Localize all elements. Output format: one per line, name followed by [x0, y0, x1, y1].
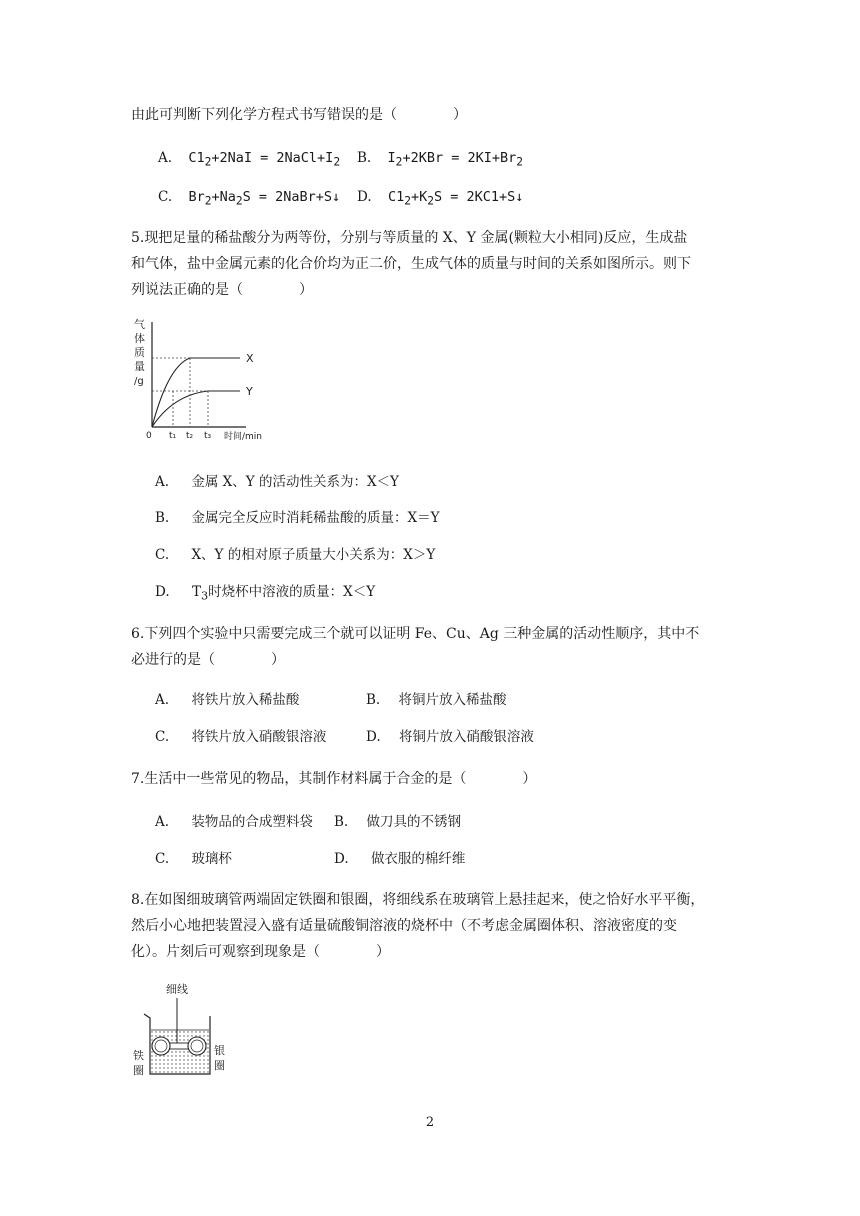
q5-option-b [155, 508, 440, 528]
q6-option-d [366, 727, 534, 747]
option-letter: B. [155, 510, 170, 526]
option-text: $C1_2+K_2S$ = 2KC1+S↓ [387, 189, 524, 208]
q7-option-d [334, 849, 465, 869]
q8-stem-line1: 8.在如图细玻璃管两端固定铁圈和银圈，将细线系在玻璃管上悬挂起来，使之恰好水平平衡， [131, 892, 705, 908]
option-letter: D. [155, 584, 170, 600]
option-letter: C. [158, 189, 173, 205]
q8-stem-line3: 化）。片刻后可观察到现象是（ ） [131, 944, 390, 960]
iron-label-char: 铁 [133, 1049, 144, 1062]
q7-option-b [334, 812, 461, 832]
q4-option-a [158, 148, 340, 173]
q7-stem: 7.生活中一些常见的物品，其制作材料属于合金的是（ ） [131, 771, 537, 787]
option-letter: D. [357, 189, 372, 205]
xlabel: 时间/min [224, 432, 263, 442]
option-text: X、Y 的相对原子质量大小关系为：X＞Y [191, 547, 436, 563]
option-letter: C. [155, 851, 170, 867]
option-text: 将铜片放入稀盐酸 [398, 692, 507, 708]
ylabel-char: 气 [134, 318, 145, 331]
q4-option-d [357, 187, 523, 212]
q5-stem-line2: 和气体，盐中金属元素的化合价均为正二价，生成气体的质量与时间的关系如图所示。则下 [131, 256, 691, 272]
option-text: 做刀具的不锈钢 [366, 814, 462, 830]
option-letter: B. [334, 814, 349, 830]
q4-stem: 由此可判断下列化学方程式书写错误的是（ ） [131, 107, 467, 123]
q5-option-d [155, 582, 375, 607]
iron-label-char: 圈 [133, 1064, 144, 1077]
option-letter: C. [155, 547, 170, 563]
ylabel-char: 量 [134, 360, 145, 373]
silver-label-char: 圈 [214, 1059, 225, 1072]
q7-option-a [155, 812, 313, 832]
q5-option-c [155, 545, 435, 565]
ylabel-char: /g [134, 376, 144, 387]
curve-x [152, 358, 240, 427]
q5-stem-line3: 列说法正确的是（ ） [131, 282, 313, 298]
q6-option-b [366, 690, 507, 710]
ylabel-char: 体 [134, 332, 145, 345]
q6-stem-line1: 6.下列四个实验中只需要完成三个就可以证明 Fe、Cu、Ag 三种金属的活动性顺序，其中不 [131, 626, 700, 642]
beaker-apparatus-diagram [130, 978, 240, 1083]
q6-stem-line2: 必进行的是（ ） [131, 652, 285, 668]
option-text: $Br_2+Na_2S$ = 2NaBr+S↓ [188, 189, 341, 208]
thread-label: 细线 [166, 983, 188, 996]
ylabel-char: 质 [134, 346, 145, 359]
option-letter: A. [155, 692, 170, 708]
option-text: 玻璃杯 [191, 851, 232, 867]
option-text: 金属 X、Y 的活动性关系为：X＜Y [191, 474, 399, 490]
tick-label: t₃ [204, 431, 212, 441]
option-text: 金属完全反应时消耗稀盐酸的质量：X＝Y [191, 510, 440, 526]
option-letter: C. [155, 729, 170, 745]
option-text: 将铁片放入稀盐酸 [191, 692, 300, 708]
option-letter: A. [155, 474, 170, 490]
option-text: $T_3$时烧杯中溶液的质量：X＜Y [191, 584, 376, 603]
q7-option-c [155, 849, 232, 869]
q6-option-a [155, 690, 299, 710]
q5-stem-line1: 5.现把足量的稀盐酸分为两等份，分别与等质量的 X、Y 金属(颗粒大小相同)反应，生成盐 [131, 230, 688, 246]
page-number: 2 [425, 1115, 435, 1130]
option-text: 装物品的合成塑料袋 [191, 814, 313, 830]
tick-label: t₂ [186, 431, 194, 441]
option-letter: B. [357, 150, 372, 166]
option-text: 将铁片放入硝酸银溶液 [191, 729, 327, 745]
silver-label-char: 银 [214, 1044, 225, 1057]
q8-stem-line2: 然后小心地把装置浸入盛有适量硫酸铜溶液的烧杯中（不考虑金属圈体积、溶液密度的变 [131, 918, 677, 934]
q4-option-b [357, 148, 523, 173]
q6-option-c [155, 727, 326, 747]
q4-option-c [158, 187, 340, 212]
option-text: $I_2+2KBr = 2KI+Br_2$ [387, 150, 524, 169]
option-letter: A. [158, 150, 173, 166]
option-letter: A. [155, 814, 170, 830]
q5-option-a [155, 472, 399, 492]
series-label-x: X [246, 352, 254, 365]
option-letter: D. [366, 729, 381, 745]
gas-mass-time-graph [128, 318, 278, 448]
option-text: 将铜片放入硝酸银溶液 [398, 729, 534, 745]
option-text: $C1_2+2NaI$ = $2NaCl+I_2$ [188, 150, 341, 169]
tick-label: t₁ [169, 431, 177, 441]
series-label-y: Y [246, 385, 253, 398]
curve-y [152, 391, 240, 427]
origin-label: 0 [146, 431, 152, 441]
option-letter: D. [334, 851, 349, 867]
option-letter: B. [366, 692, 381, 708]
option-text: 做衣服的棉纤维 [370, 851, 466, 867]
